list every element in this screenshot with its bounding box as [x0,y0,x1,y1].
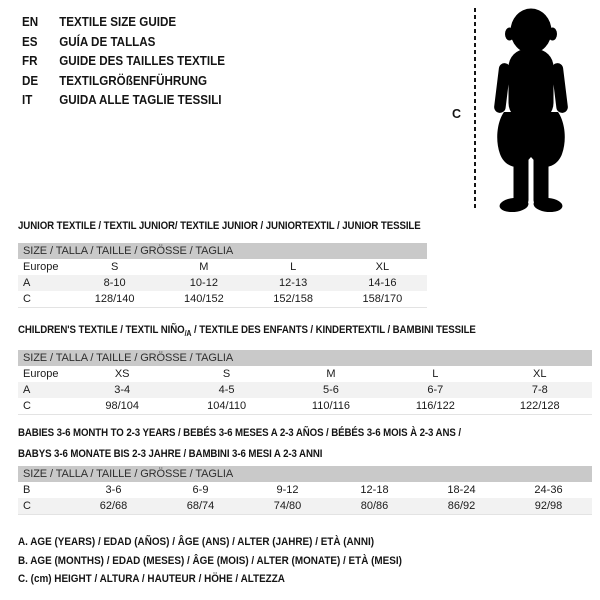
height-cell: 104/110 [207,400,247,413]
table-row [18,398,592,415]
table-row [18,482,592,498]
row-label: C [23,293,31,305]
language-code: DE [22,73,39,88]
children-size-table [18,350,592,415]
size-header-label: SIZE / TALLA / TAILLE / GRÖSSE / TAGLIA [18,243,427,259]
row-label: C [23,400,31,413]
height-measure-dashed-line [474,8,476,208]
language-row-de [22,72,225,92]
language-label: TEXTILE SIZE GUIDE [59,15,177,29]
age-cell: 12-13 [249,275,338,291]
size-cell: S [222,368,231,381]
children-textile-table-block [18,320,592,415]
size-cell: L [290,261,297,273]
size-cell: M [199,261,209,273]
age-cell: 3-6 [105,484,122,496]
toddler-silhouette-icon [480,6,582,212]
language-code: FR [22,54,38,68]
age-cell: 12-18 [360,484,389,496]
height-cell: 122/128 [519,400,560,413]
junior-table-title: JUNIOR TEXTILE / TEXTIL JUNIOR/ TEXTILE JUNIOR / JUNIORTEXTIL / JUNIOR TESSILE [18,220,421,232]
height-cell: 152/158 [273,293,313,305]
babies-textile-table-block [18,423,592,515]
size-header-row [18,466,592,482]
height-cell: 80/86 [331,498,418,515]
row-label: B [23,484,31,496]
size-header-row [18,350,592,366]
age-cell: 6-7 [383,382,487,398]
table-row [18,291,427,308]
junior-textile-table-block [18,216,427,308]
height-cell: 110/116 [311,400,351,413]
height-cell: 74/80 [244,498,331,515]
language-label: GUIDA ALLE TAGLIE TESSILI [59,93,222,107]
age-cell: 8-10 [70,275,159,291]
junior-size-table [18,243,427,308]
title-text: / TEXTILE DES ENFANTS / KINDERTEXTIL / BAMBINI TESSILE [191,324,476,336]
height-measure-label: C [452,107,462,121]
height-cell: 158/170 [362,293,403,305]
language-list [22,13,240,111]
table-row [18,382,592,398]
table-row [18,275,427,291]
title-text: CHILDREN'S TEXTILE / TEXTIL NIÑO [18,324,185,336]
size-cell: XS [114,368,130,381]
language-row-en [22,13,225,33]
footnote-c: C. (cm) HEIGHT / ALTURA / HAUTEUR / HÖHE / ALTEZZA [18,573,285,585]
size-cell: XL [533,368,547,381]
table-row [18,366,592,382]
table-row [18,259,427,275]
row-label: Europe [23,368,59,381]
language-row-it [22,91,225,111]
language-row-fr [22,52,225,72]
footnotes [18,533,445,589]
language-label: GUIDE DES TAILLES TEXTILE [59,54,225,68]
height-cell: 140/152 [183,293,224,305]
children-table-title [18,320,523,344]
size-header-row [18,243,427,259]
age-cell: 14-16 [338,275,427,291]
height-cell: 116/122 [415,400,455,413]
age-cell: 10-12 [159,275,248,291]
height-cell: 86/92 [418,498,505,515]
size-cell: M [326,368,336,381]
size-cell: XL [375,261,390,273]
age-cell: 3-4 [70,382,174,398]
row-label: A [18,382,70,398]
language-row-es [22,33,225,53]
footnote-b: B. AGE (MONTHS) / EDAD (MESES) / ÂGE (MOIS) / ALTER (MONATE) / ETÀ (MESI) [18,554,402,567]
size-header-label: SIZE / TALLA / TAILLE / GRÖSSE / TAGLIA [18,466,592,482]
age-cell: 6-9 [192,484,209,496]
title-line-2: BABYS 3-6 MONATE BIS 2-3 JAHRE / BAMBINI 3-6 MESI A 2-3 ANNI [18,448,323,460]
language-label: TEXTILGRÖßENFÜHRUNG [59,73,208,88]
language-code: EN [22,15,39,29]
row-label: C [18,498,70,515]
title-line-1: BABIES 3-6 MONTH TO 2-3 YEARS / BEBÉS 3-6 MESES A 2-3 AÑOS / BÉBÉS 3-6 MOIS À 2-3 ANS / [18,427,461,439]
row-label: A [18,275,70,291]
height-cell: 128/140 [94,293,135,305]
height-cell: 62/68 [70,498,157,515]
height-cell: 68/74 [157,498,244,515]
babies-table-title [18,423,592,465]
size-cell: S [110,261,119,273]
footnote-a: A. AGE (YEARS) / EDAD (AÑOS) / ÂGE (ANS) / ALTER (JAHRE) / ETÀ (ANNI) [18,536,375,548]
babies-size-table [18,466,592,515]
age-cell: 5-6 [279,382,383,398]
age-cell: 4-5 [174,382,278,398]
language-label: GUÍA DE TALLAS [59,34,156,49]
size-cell: L [432,368,439,381]
age-cell: 7-8 [488,382,592,398]
age-cell: 24-36 [534,484,563,496]
title-subscript: /A [184,329,192,339]
language-code: ES [22,34,38,49]
language-code: IT [22,93,33,107]
table-row [18,498,592,515]
height-cell: 92/98 [505,498,592,515]
row-label: Europe [23,261,59,273]
age-cell: 18-24 [447,484,476,496]
height-cell: 98/104 [105,400,140,413]
age-cell: 9-12 [276,484,299,496]
size-header-label: SIZE / TALLA / TAILLE / GRÖSSE / TAGLIA [18,350,592,366]
